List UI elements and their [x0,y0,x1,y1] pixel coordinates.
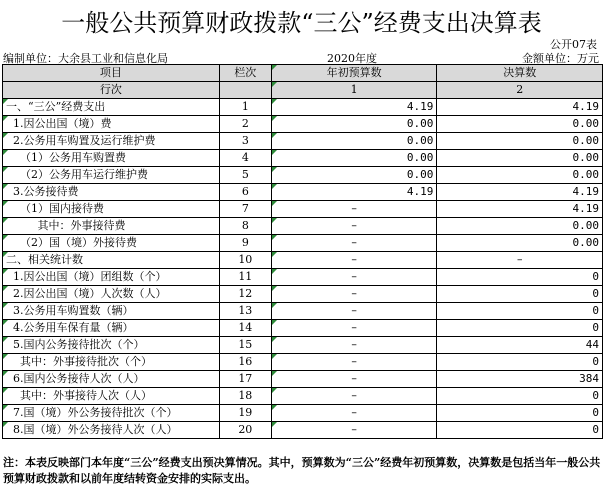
row-col-no: 7 [219,201,271,218]
row-final: 0 [437,320,603,337]
row-col-no: 16 [219,354,271,371]
row-budget: 0.00 [271,167,437,184]
row-budget: – [271,286,437,303]
row-item: 1.因公出国（境）团组数（个） [3,269,220,286]
row-col-no: 11 [219,269,271,286]
row-col-no: 6 [219,184,271,201]
header-row [3,65,603,82]
table-row [3,99,603,116]
table-row [3,184,603,201]
footnote: 注：本表反映部门本年度“三公”经费支出预决算情况。其中，预算数为“三公”经费年初预算数，决算数是包括当年一般公共预算财政拨款和以前年度结转资金安排的实际支出。 [3,456,601,485]
table-row [3,422,603,439]
row-final: 0 [437,354,603,371]
row-budget: – [271,354,437,371]
row-budget: – [271,405,437,422]
row-col-no: 4 [219,150,271,167]
table-row [3,320,603,337]
row-final: 4.19 [437,201,603,218]
row-final: 0 [437,286,603,303]
header-col-no: 栏次 [219,65,271,82]
row-budget: 0.00 [271,150,437,167]
row-final: 0 [437,405,603,422]
row-final: 0 [437,303,603,320]
row-col-no: 12 [219,286,271,303]
row-col-no: 20 [219,422,271,439]
subheader-final: 2 [437,82,603,99]
subheader-row [3,82,603,99]
table-row [3,388,603,405]
row-item: 8.国（境）外公务接待人次（人） [3,422,220,439]
row-budget: – [271,235,437,252]
row-col-no: 17 [219,371,271,388]
table-row [3,405,603,422]
row-item: 2.公务用车购置及运行维护费 [3,133,220,150]
row-final: 0.00 [437,133,603,150]
row-col-no: 8 [219,218,271,235]
amount-unit: 金额单位：万元 [522,52,599,65]
row-final: – [437,252,603,269]
table-row [3,133,603,150]
form-code: 公开07表 [550,38,597,51]
row-col-no: 10 [219,252,271,269]
table-row [3,218,603,235]
row-final: 0 [437,422,603,439]
table-row [3,116,603,133]
row-item: 二、相关统计数 [3,252,220,269]
row-item: 3.公务用车购置数（辆） [3,303,220,320]
row-budget: 4.19 [271,99,437,116]
row-col-no: 13 [219,303,271,320]
row-col-no: 18 [219,388,271,405]
row-item: 其中：外事接待人次（人） [3,388,220,405]
row-final: 0.00 [437,167,603,184]
table-row [3,371,603,388]
row-budget: – [271,388,437,405]
header-budget: 年初预算数 [271,65,437,82]
row-item: 5.国内公务接待批次（个） [3,337,220,354]
row-budget: – [271,201,437,218]
row-item: 6.国内公务接待人次（人） [3,371,220,388]
table-row [3,235,603,252]
row-final: 384 [437,371,603,388]
row-item: 一、“三公”经费支出 [3,99,220,116]
table-row [3,269,603,286]
row-item: （2）国（境）外接待费 [3,235,220,252]
row-col-no: 2 [219,116,271,133]
row-budget: 4.19 [271,184,437,201]
subheader-item: 行次 [3,82,220,99]
row-col-no: 14 [219,320,271,337]
row-item: 1.因公出国（境）费 [3,116,220,133]
table-row [3,167,603,184]
row-final: 0.00 [437,218,603,235]
report-year: 2020年度 [327,52,377,65]
row-budget: 0.00 [271,133,437,150]
row-item: （1）国内接待费 [3,201,220,218]
row-budget: – [271,252,437,269]
row-item: 3.公务接待费 [3,184,220,201]
row-budget: – [271,218,437,235]
row-final: 4.19 [437,184,603,201]
table-row [3,303,603,320]
row-col-no: 3 [219,133,271,150]
table-row [3,354,603,371]
row-final: 0 [437,269,603,286]
row-budget: – [271,320,437,337]
row-item: 7.国（境）外公务接待批次（个） [3,405,220,422]
row-budget: – [271,371,437,388]
table-row [3,337,603,354]
row-col-no: 9 [219,235,271,252]
table-row [3,150,603,167]
row-final: 4.19 [437,99,603,116]
row-item: （1）公务用车购置费 [3,150,220,167]
row-budget: – [271,303,437,320]
row-col-no: 1 [219,99,271,116]
row-final: 0.00 [437,150,603,167]
reporting-unit: 编制单位：大余县工业和信息化局 [3,52,168,65]
row-col-no: 5 [219,167,271,184]
row-item: （2）公务用车运行维护费 [3,167,220,184]
row-final: 0 [437,388,603,405]
header-final: 决算数 [437,65,603,82]
row-final: 0.00 [437,235,603,252]
header-item: 项目 [3,65,220,82]
subheader-budget: 1 [271,82,437,99]
row-item: 2.因公出国（境）人次数（人） [3,286,220,303]
table-row [3,201,603,218]
subheader-col-no [219,82,271,99]
row-col-no: 19 [219,405,271,422]
row-budget: – [271,337,437,354]
row-item: 4.公务用车保有量（辆） [3,320,220,337]
page-title: 一般公共预算财政拨款“三公”经费支出决算表 [61,9,542,37]
row-budget: – [271,269,437,286]
row-col-no: 15 [219,337,271,354]
expense-table [2,64,603,439]
row-budget: 0.00 [271,116,437,133]
table-row [3,252,603,269]
row-item: 其中：外事接待费 [3,218,220,235]
row-item: 其中：外事接待批次（个） [3,354,220,371]
row-final: 0.00 [437,116,603,133]
row-final: 44 [437,337,603,354]
row-budget: – [271,422,437,439]
table-row [3,286,603,303]
